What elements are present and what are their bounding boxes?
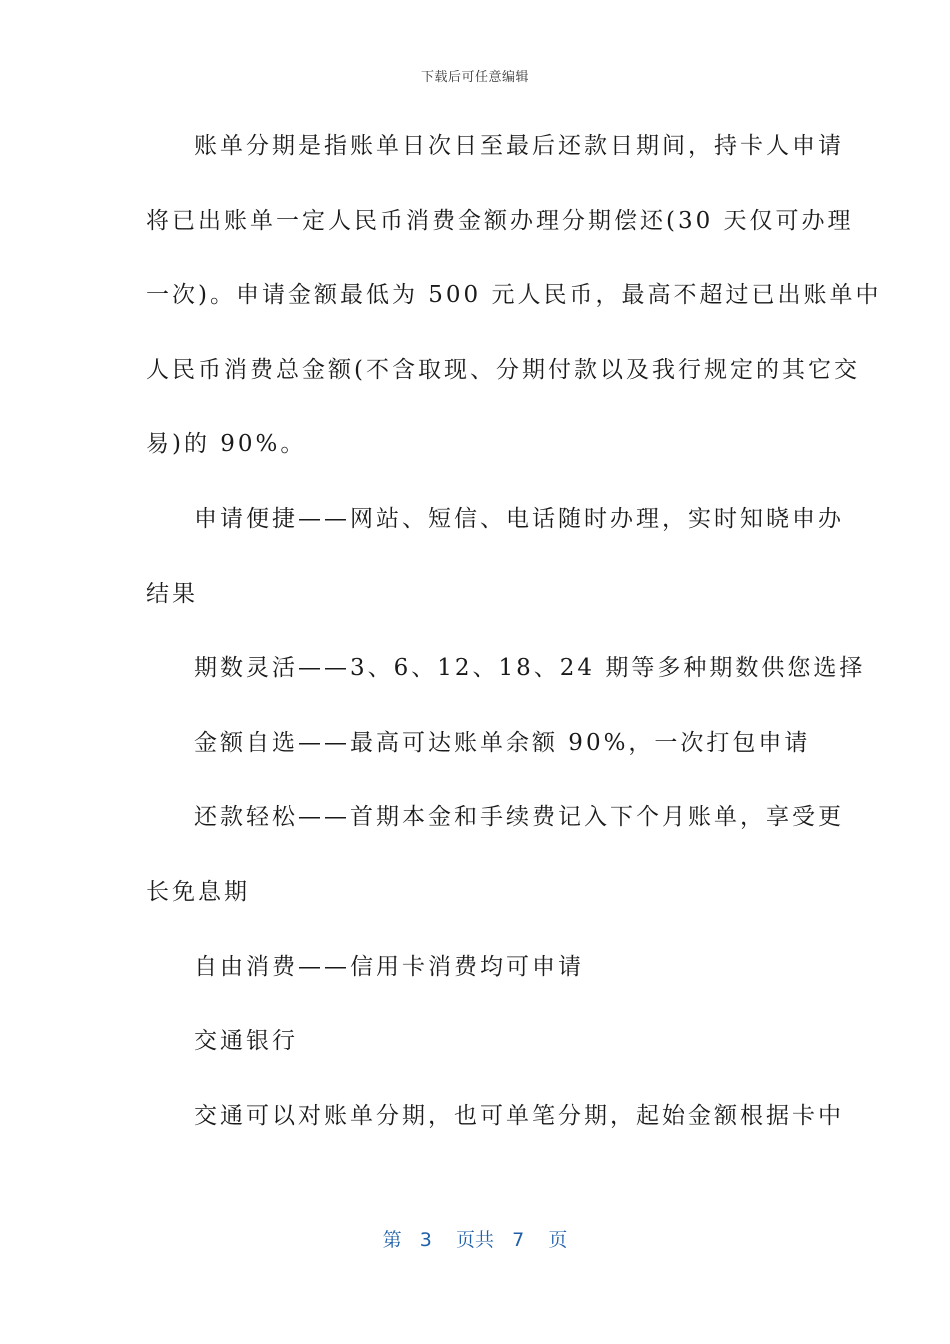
page-footer — [0, 1225, 950, 1252]
page-header: 下载后可任意编辑 — [420, 70, 529, 85]
paragraph-line: 人民币消费总金额(不含取现、分期付款以及我行规定的其它交 — [146, 356, 860, 383]
paragraph-line: 账单分期是指账单日次日至最后还款日期间，持卡人申请 — [194, 133, 844, 159]
paragraph-line: 一次)。申请金额最低为 500 元人民币，最高不超过已出账单中 — [146, 282, 882, 309]
paragraph-line: 还款轻松——首期本金和手续费记入下个月账单，享受更 — [194, 804, 844, 831]
page-label-prefix: 第 — [382, 1229, 402, 1251]
section-heading: 交通银行 — [194, 1028, 298, 1055]
paragraph-line: 金额自选——最高可达账单余额 90%，一次打包申请 — [194, 729, 811, 756]
paragraph-line: 期数灵活——3、6、12、18、24 期等多种期数供您选择 — [194, 655, 866, 682]
page-label-suffix: 页 — [548, 1229, 568, 1251]
paragraph-line: 自由消费——信用卡消费均可申请 — [194, 953, 584, 980]
paragraph-line: 结果 — [146, 580, 198, 607]
page-label-mid: 页共 — [455, 1229, 494, 1251]
paragraph-line: 易)的 90%。 — [146, 431, 307, 458]
paragraph-line: 将已出账单一定人民币消费金额办理分期偿还(30 天仅可办理 — [146, 207, 854, 234]
total-pages-number: 7 — [512, 1229, 525, 1251]
paragraph-line: 申请便捷——网站、短信、电话随时办理，实时知晓申办 — [194, 505, 844, 532]
document-body — [146, 118, 882, 1162]
current-page-number: 3 — [419, 1229, 432, 1251]
paragraph-line: 交通可以对账单分期，也可单笔分期，起始金额根据卡中 — [194, 1102, 844, 1129]
paragraph-line: 长免息期 — [146, 878, 250, 905]
